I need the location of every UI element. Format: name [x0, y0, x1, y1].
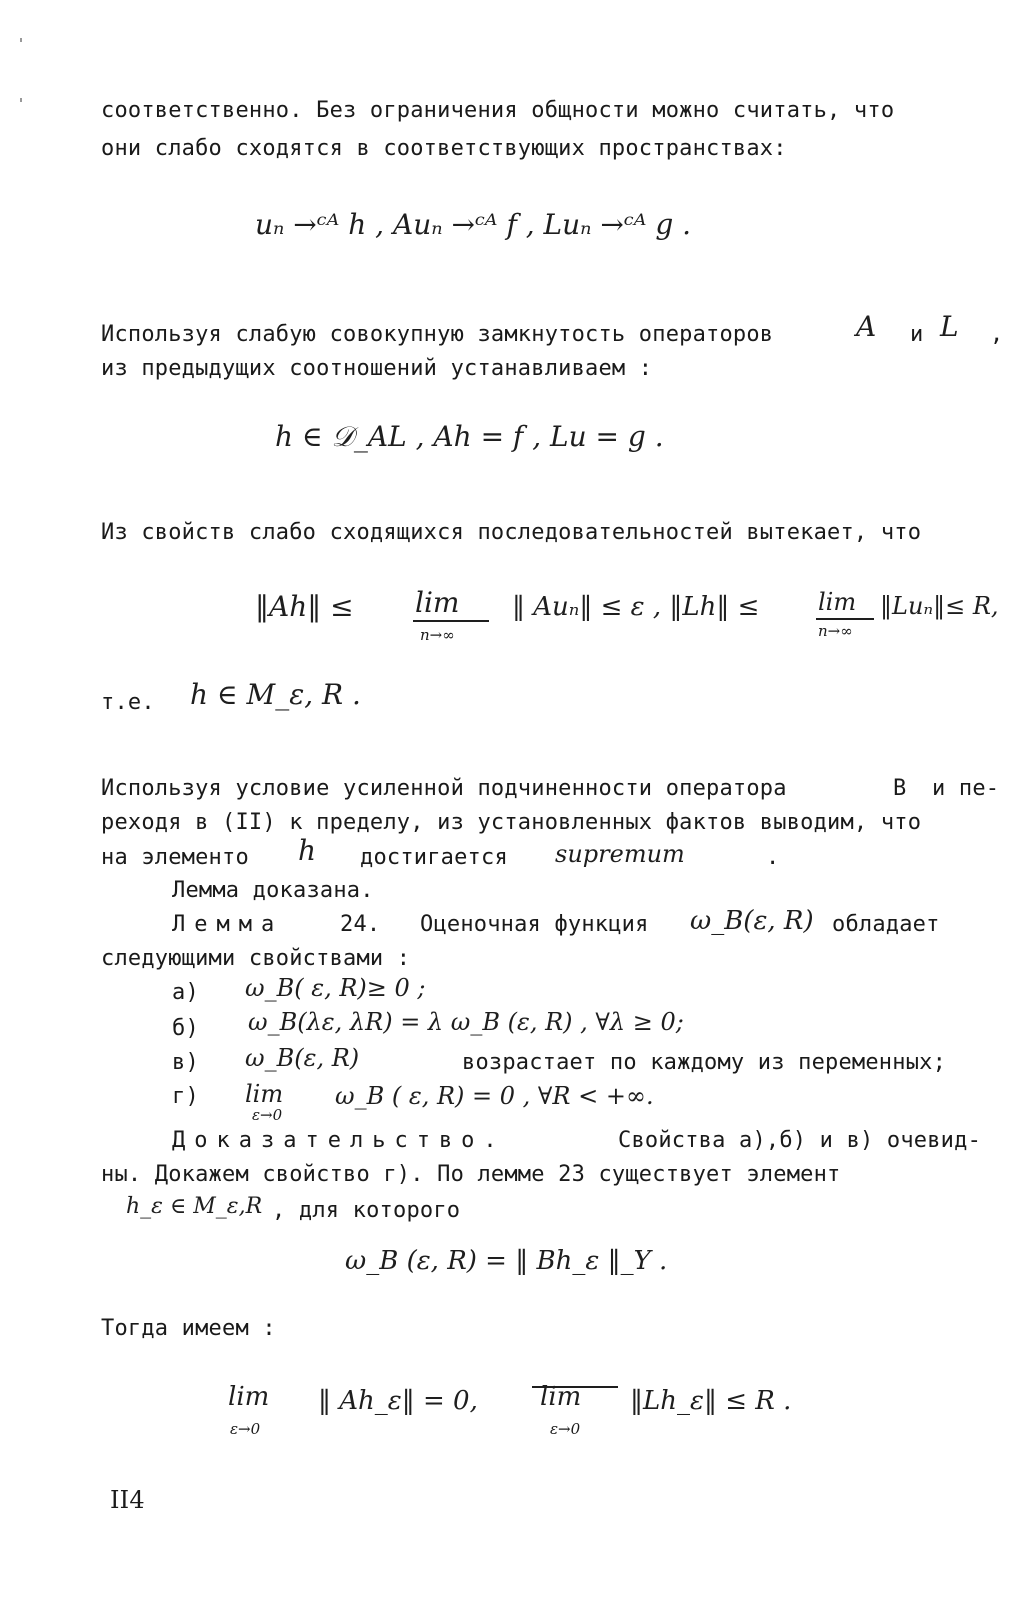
text-line-15: , для которого — [272, 1198, 461, 1223]
text-line-13b: Свойства а),б) и в) очевид- — [618, 1128, 982, 1153]
item-a-formula: ω_B( ε, R)≥ 0 ; — [245, 974, 426, 1002]
limit-underline-2 — [816, 618, 874, 620]
item-c-text: возрастает по каждому из переменных; — [462, 1050, 947, 1075]
text-line-5: Из свойств слабо сходящихся последовательностей вытекает, что — [101, 520, 922, 545]
text-line-11c: Оценочная функция — [420, 912, 649, 937]
final-lim-1: lim — [228, 1382, 270, 1412]
text-line-9b: достигается — [360, 845, 508, 870]
formula-inequality-right: ‖Luₙ‖≤ R, — [880, 592, 999, 620]
final-lim-2: lim — [540, 1382, 582, 1412]
formula-h-in-M: h ∈ M_ε, R . — [190, 678, 361, 711]
text-line-9c: . — [766, 845, 780, 870]
proof-heading: Доказательство. — [172, 1128, 506, 1153]
text-line-7-B: В — [893, 776, 907, 801]
formula-omega: ω_B(ε, R) — [690, 906, 814, 936]
text-line-3-and: и — [910, 322, 924, 347]
text-line-2: они слабо сходятся в соответствующих пространствах: — [101, 136, 787, 161]
item-a-label: а) — [172, 980, 199, 1005]
operator-L: L — [940, 310, 959, 343]
item-d-lim: lim — [245, 1080, 284, 1108]
limit-symbol: lim — [415, 586, 460, 619]
text-line-11d: обладает — [832, 912, 940, 937]
text-line-8: реходя в (II) к пределу, из установленных фактов выводим, что — [101, 810, 922, 835]
item-d-lim-sub: ε→0 — [252, 1106, 283, 1124]
text-line-4: из предыдущих соотношений устанавливаем : — [101, 356, 653, 381]
text-line-3: Используя слабую совокупную замкнутость операторов — [101, 322, 774, 347]
lemma-heading: Лемма — [172, 912, 284, 937]
final-formula-1: ‖ Ah_ε‖ = 0, — [318, 1386, 478, 1416]
element-h: h — [298, 834, 317, 867]
operator-A: A — [856, 310, 877, 343]
limit-underline — [413, 620, 489, 622]
margin-mark — [20, 38, 22, 42]
text-ie: т.е. — [101, 690, 155, 715]
text-line-1: соответственно. Без ограничения общности можно считать, что — [101, 98, 895, 123]
formula-h-eps: h_ε ∈ M_ε,R — [126, 1194, 263, 1219]
final-lim-1-sub: ε→0 — [230, 1420, 261, 1438]
text-line-7: Используя условие усиленной подчиненности оператора — [101, 776, 787, 801]
text-line-12: следующими свойствами : — [101, 946, 411, 971]
formula-domain: h ∈ 𝒟_AL , Ah = f , Lu = g . — [275, 420, 664, 453]
item-c-formula: ω_B(ε, R) — [245, 1044, 360, 1072]
text-line-16: Тогда имеем : — [101, 1316, 276, 1341]
final-lim-2-sub: ε→0 — [550, 1420, 581, 1438]
lemma-number: 24. — [340, 912, 381, 937]
item-c-label: в) — [172, 1050, 199, 1075]
limit-subscript-2: n→∞ — [818, 622, 853, 640]
page-number: II4 — [110, 1486, 145, 1514]
limit-subscript: n→∞ — [420, 626, 455, 644]
item-d-label: г) — [172, 1084, 199, 1109]
formula-inequality-left: ‖Ah‖ ≤ — [255, 590, 354, 623]
text-line-7-end: и пе- — [932, 776, 1000, 801]
final-formula-2: ‖Lh_ε‖ ≤ R . — [630, 1386, 792, 1416]
formula-inequality-middle: ‖ Auₙ‖ ≤ ε , ‖Lh‖ ≤ — [512, 592, 760, 622]
word-supremum: supremum — [555, 840, 685, 868]
text-line-14: ны. Докажем свойство г). По лемме 23 существует элемент — [101, 1162, 841, 1187]
text-line-3-comma: , — [990, 322, 1004, 347]
text-line-9a: на элементо — [101, 845, 249, 870]
margin-mark — [20, 98, 22, 102]
formula-definition: ω_B (ε, R) = ‖ Bh_ε ‖_Y . — [345, 1246, 668, 1276]
item-b-formula: ω_B(λε, λR) = λ ω_B (ε, R) , ∀λ ≥ 0; — [248, 1008, 684, 1036]
item-d-formula: ω_B ( ε, R) = 0 , ∀R < +∞. — [335, 1082, 654, 1110]
item-b-label: б) — [172, 1016, 199, 1041]
limit-symbol-2: lim — [818, 588, 857, 616]
formula-convergence: uₙ →ᶜᴬ h , Auₙ →ᶜᴬ f , Luₙ →ᶜᴬ g . — [255, 208, 692, 241]
text-lemma-proved: Лемма доказана. — [172, 878, 374, 903]
